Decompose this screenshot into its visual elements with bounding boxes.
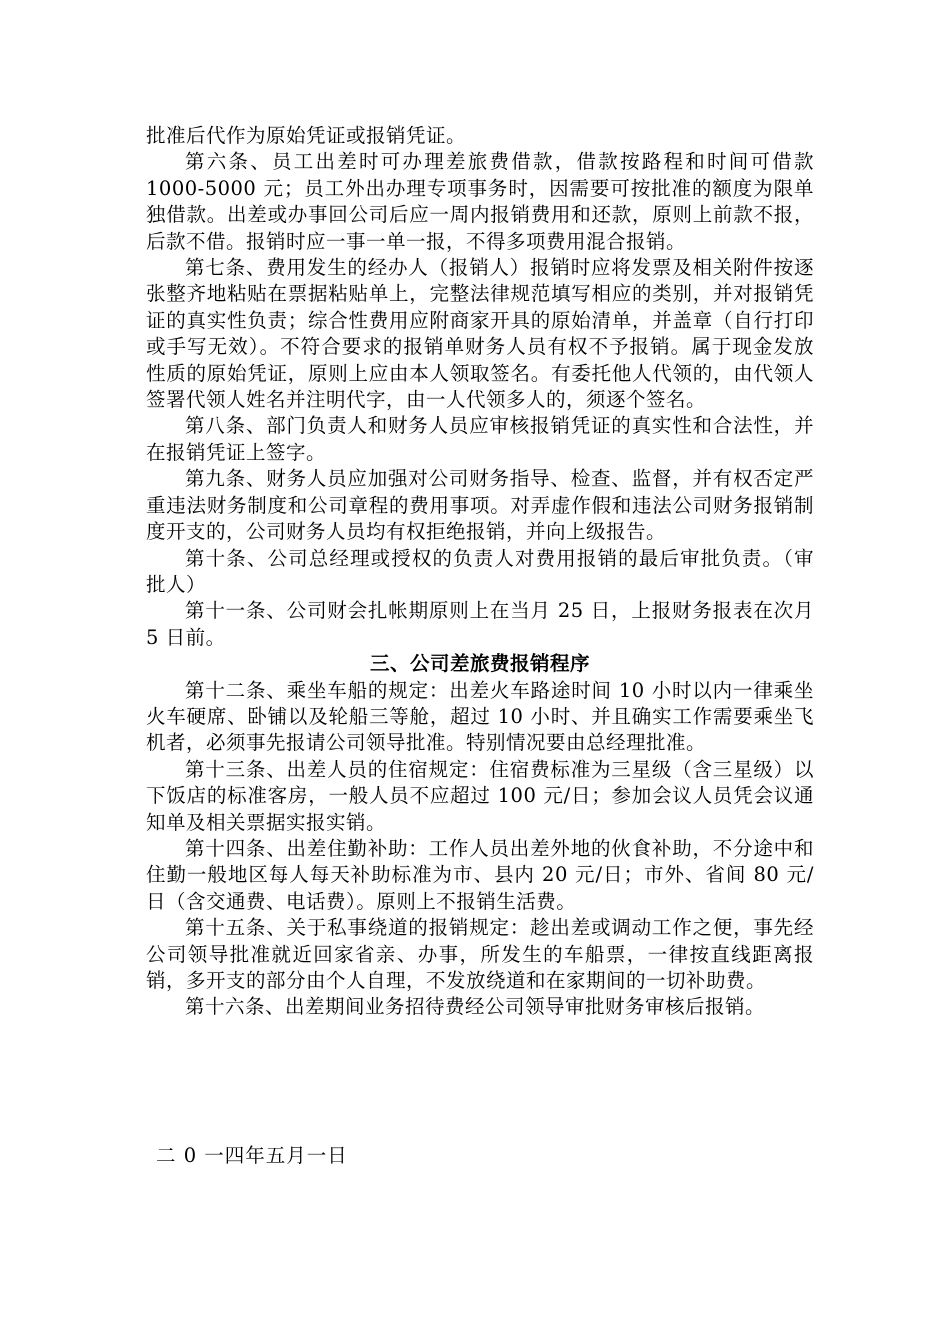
paragraph-continuation: 批准后代作为原始凭证或报销凭证。	[146, 124, 467, 147]
article-13-paragraph: 第十三条、出差人员的住宿规定：住宿费标准为三星级（含三星级）以下饭店的标准客房，一般人员不应超过 100 元/日；参加会议人员凭会议通知单及相关票据实报实销。	[146, 757, 814, 834]
article-15-paragraph: 第十五条、关于私事绕道的报销规定：趁出差或调动工作之便，事先经公司领导批准就近回家省亲、办事，所发生的车船票，一律按直线距离报销，多开支的部分由个人自理，不发放绕道和在家期间的一切补助费。	[146, 916, 814, 992]
article-12-paragraph: 第十二条、乘坐车船的规定：出差火车路途时间 10 小时以内一律乘坐火车硬席、卧铺以及轮船三等舱，超过 10 小时、并且确实工作需要乘坐飞机者，必须事先报请公司领导批准。特别情况要由总经理批准。	[146, 678, 814, 755]
article-11-paragraph: 第十一条、公司财会扎帐期原则上在当月 25 日，上报财务报表在次月 5 日前。	[146, 599, 814, 649]
article-8-paragraph: 第八条、部门负责人和财务人员应审核报销凭证的真实性和合法性，并在报销凭证上签字。	[146, 414, 814, 464]
document-date: 二 0 一四年五月一日	[156, 1144, 348, 1167]
article-6-paragraph: 第六条、员工出差时可办理差旅费借款，借款按路程和时间可借款 1000-5000 元；员工外出办理专项事务时，因需要可按批准的额度为限单独借款。出差或办事回公司后应一周内报销费用和还款，原则上前款不报，后款不借。报销时应一事一单一报，不得多项费用混合报销。	[146, 150, 814, 253]
article-9-paragraph: 第九条、财务人员应加强对公司财务指导、检查、监督，并有权否定严重违法财务制度和公司章程的费用事项。对弄虚作假和违法公司财务报销制度开支的，公司财务人员均有权拒绝报销，并向上级报告。	[146, 467, 814, 544]
article-16-paragraph: 第十六条、出差期间业务招待费经公司领导审批财务审核后报销。	[185, 995, 766, 1019]
section-title: 三、公司差旅费报销程序	[369, 652, 590, 676]
article-7-paragraph: 第七条、费用发生的经办人（报销人）报销时应将发票及相关附件按逐张整齐地粘贴在票据粘贴单上，完整法律规范填写相应的类别，并对报销凭证的真实性负责；综合性费用应附商家开具的原始清单，并盖章（自行打印或手写无效）。不符合要求的报销单财务人员有权不予报销。属于现金发放性质的原始凭证，原则上应由本人领取签名。有委托他人代领的，由代领人签署代领人姓名并注明代字，由一人代领多人的，须逐个签名。	[146, 256, 814, 412]
article-10-paragraph: 第十条、公司总经理或授权的负责人对费用报销的最后审批负责。（审批人）	[146, 546, 814, 596]
article-14-paragraph: 第十四条、出差住勤补助：工作人员出差外地的伙食补助，不分途中和住勤一般地区每人每天补助标准为市、县内 20 元/日；市外、省间 80 元/日（含交通费、电话费）。原则上不报销生活费。	[146, 836, 814, 913]
document-body	[146, 123, 814, 1021]
